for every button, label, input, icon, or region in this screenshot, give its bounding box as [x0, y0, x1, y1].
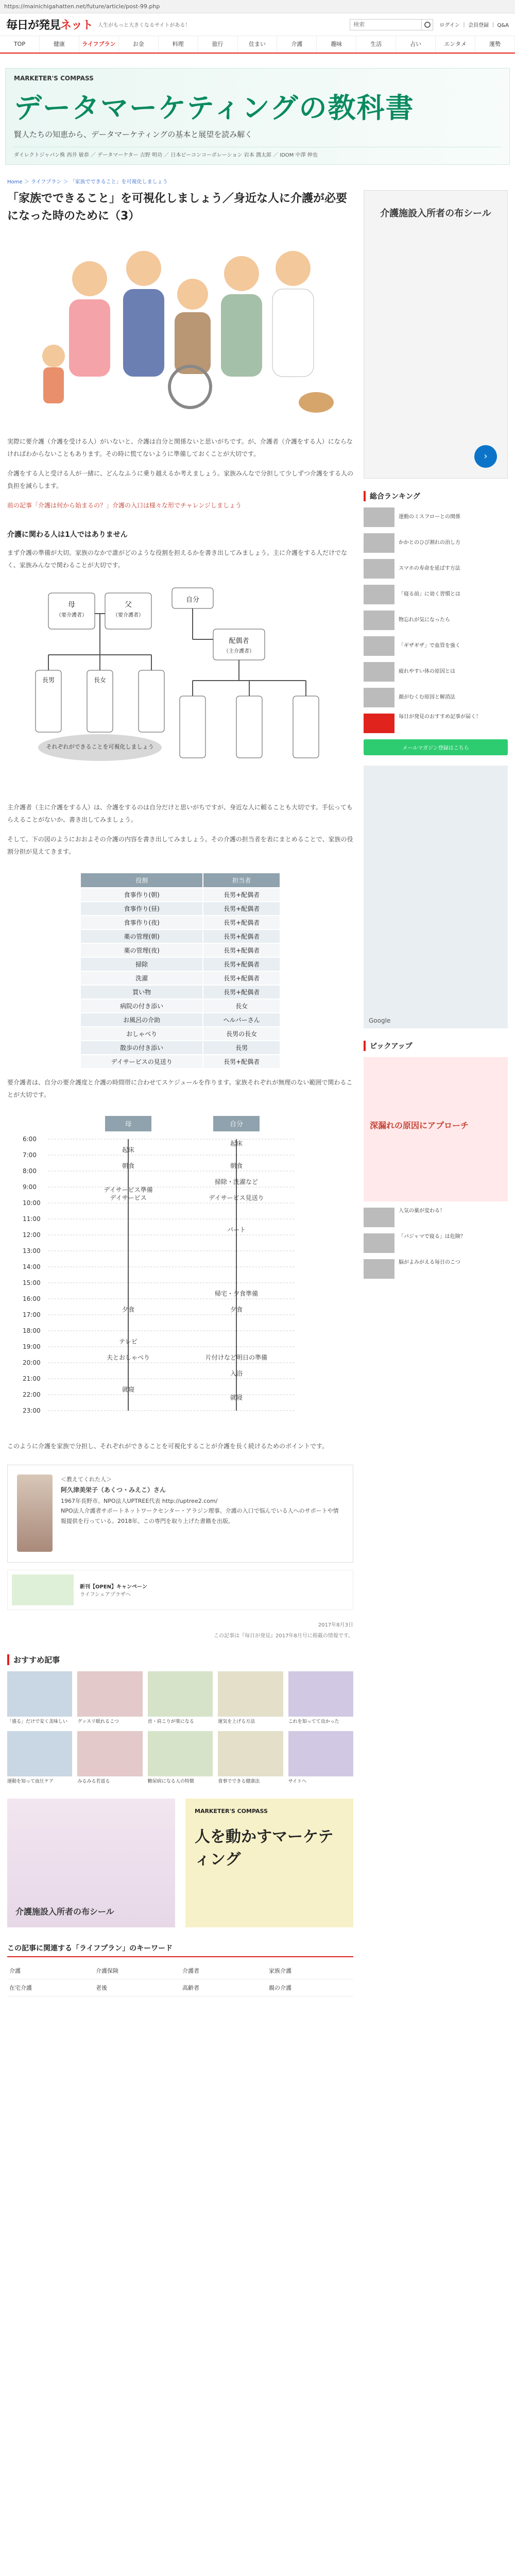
nav-item-fortune[interactable]: 占い — [396, 36, 436, 53]
hour-label: 6:00 — [23, 1136, 37, 1143]
recommend-label: 運動を知って血圧ケア — [7, 1778, 54, 1784]
diagram-brother: 長男 — [42, 676, 55, 684]
recommend-thumbnail — [7, 1671, 72, 1717]
recommend-card[interactable] — [218, 1731, 283, 1786]
ranking-item[interactable] — [364, 611, 508, 630]
ranking-label: 運動のミスフローとの関係 — [399, 514, 460, 520]
care-role-table — [80, 872, 281, 1069]
article-paragraph: 要介護者は、自分の要介護度と介護の時間帯に合わせてスケジュールを作ります。家族それぞれが無理のない範囲で関わることが大切です。 — [7, 1079, 353, 1099]
keyword-title: この記事に関連する「ライフプラン」のキーワード — [7, 1943, 353, 1957]
recommend-label: 首・肩こりが楽になる — [147, 1719, 194, 1725]
recommend-label: 食事でできる健康法 — [218, 1778, 260, 1784]
ranking-item[interactable] — [364, 662, 508, 682]
newsletter-card[interactable] — [364, 714, 508, 733]
table-row — [80, 957, 280, 971]
ranking-label: 「寝る前」に効く習慣とは — [399, 591, 460, 597]
hero-illustration — [7, 232, 353, 428]
keyword-link[interactable]: 高齢者 — [180, 1979, 267, 1996]
assignee-cell: 長男+配偶者 — [203, 985, 280, 999]
assignee-cell: ヘルパーさん — [203, 1013, 280, 1027]
recommend-thumbnail — [288, 1731, 353, 1776]
profile-desc: NPO法人介護者サポートネットワークセンター・アラジン理事。介護の入口で悩んでいる人へのサポートや情報提供を行っている。2018年、この専門を取り上げた書籍を出版。 — [60, 1507, 339, 1525]
keyword-link[interactable]: 親の介護 — [267, 1979, 353, 1996]
pickup-item[interactable] — [364, 1259, 508, 1279]
keyword-link[interactable]: 家族介護 — [267, 1962, 353, 1979]
family-illustration — [7, 232, 353, 428]
map-ad[interactable] — [364, 766, 508, 1028]
ranking-thumbnail — [364, 507, 394, 527]
recommend-label: これを知ってて良かった — [288, 1719, 339, 1725]
mother-event: 就寝 — [122, 1386, 135, 1394]
pickup-label: 脳がよみがえる毎日のこつ — [399, 1260, 460, 1265]
keyword-link[interactable]: 介護保険 — [94, 1962, 180, 1979]
table-row — [80, 1027, 280, 1041]
nav-item-hobby[interactable]: 趣味 — [317, 36, 356, 53]
nav-item-top[interactable]: TOP — [0, 36, 40, 53]
hour-label: 16:00 — [23, 1295, 41, 1303]
recommend-card[interactable] — [218, 1671, 283, 1726]
bottom-ads — [7, 1799, 353, 1927]
diagram-spouse: 配偶者 — [229, 637, 249, 646]
role-cell: 薬の管理(夜) — [80, 943, 203, 957]
mother-event: テレビ — [119, 1338, 138, 1346]
nav-item-care[interactable]: 介護 — [277, 36, 317, 53]
role-cell: 薬の管理(朝) — [80, 929, 203, 943]
role-cell: 掃除 — [80, 957, 203, 971]
assignee-cell: 長男 — [203, 1041, 280, 1055]
hour-label: 18:00 — [23, 1327, 41, 1335]
table-row — [80, 1041, 280, 1055]
table-header: 役割 — [80, 873, 203, 888]
diagram-father-role: （要介護者） — [113, 613, 144, 619]
table-header: 担当者 — [203, 873, 280, 888]
recommend-thumbnail — [288, 1671, 353, 1717]
article-paragraph: まず介護の準備が大切。家族のなかで誰がどのような役割を担えるかを書き出してみましょう。主に介護をする人だけでなく、家族みんなで関わることが大切です。 — [7, 549, 348, 569]
table-row — [80, 971, 280, 985]
hour-label: 22:00 — [23, 1391, 41, 1399]
assignee-cell: 長男+配偶者 — [203, 888, 280, 902]
role-cell: 食事作り(夜) — [80, 916, 203, 929]
mother-event: 夕食 — [122, 1306, 135, 1314]
header-links[interactable]: ログイン ｜ 会員登録 ｜ Q&A — [439, 23, 509, 28]
recommend-label: 「盛る」だけで安く美味しい — [7, 1719, 68, 1725]
diagram-father: 父 — [125, 601, 132, 609]
self-event: パート — [227, 1226, 246, 1234]
assignee-cell: 長男の長女 — [203, 1027, 280, 1041]
newsletter-thumb — [364, 714, 394, 733]
bottom-ad-brand: MARKETER'S COMPASS — [195, 1808, 268, 1815]
nav-item-housing[interactable]: 住まい — [238, 36, 278, 53]
table-row — [80, 943, 280, 957]
ranking-label: 物忘れが気になったら — [399, 617, 450, 623]
sidebar-ad-title: 介護施設入所者の布シール — [380, 208, 491, 219]
role-cell: 散歩の付き添い — [80, 1041, 203, 1055]
mother-event: 起床 — [122, 1146, 135, 1154]
ranking-label: 疲れやすい体の原因とは — [399, 669, 455, 674]
small-ad-sub: ライフシェアプラザへ — [80, 1592, 131, 1598]
role-cell: おしゃべり — [80, 1027, 203, 1041]
google-label: Google — [369, 1017, 391, 1024]
schedule-timeline — [7, 1113, 353, 1433]
keyword-link[interactable]: 在宅介護 — [7, 1979, 94, 1996]
pickup-caption: 深漏れの原因にアプローチ — [370, 1121, 469, 1130]
ranking-item[interactable] — [364, 585, 508, 604]
browser-url: https://mainichigahatten.net/future/article/post-99.php — [4, 3, 160, 10]
article-title: 「家族でできること」を可視化しましょう／身近な人に介護が必要になった時のために（3） — [7, 192, 348, 223]
site-tagline: 人生がもっと大きくなるサイトがある！ — [98, 23, 191, 28]
recommend-card[interactable] — [148, 1731, 213, 1786]
nav-item-lifeplan[interactable]: ライフプラン — [79, 36, 119, 53]
keyword-grid — [7, 1962, 353, 1996]
ranking-thumbnail — [364, 585, 394, 604]
self-event: 掃除・洗濯など — [214, 1178, 259, 1186]
diagram-spouse-role: （主介護者） — [224, 649, 254, 655]
pickup-thumbnail — [364, 1259, 394, 1279]
table-row — [80, 999, 280, 1013]
nav-item-money[interactable]: お金 — [119, 36, 159, 53]
self-event: 帰宅・夕食準備 — [214, 1290, 259, 1298]
assignee-cell: 長男+配偶者 — [203, 943, 280, 957]
author-photo — [17, 1475, 53, 1552]
search-box — [350, 19, 433, 30]
hour-label: 8:00 — [23, 1167, 37, 1175]
hour-label: 13:00 — [23, 1247, 41, 1255]
newsletter-text: 毎日が発見のおすすめ記事が届く！ — [399, 714, 482, 720]
recommend-card[interactable] — [7, 1731, 72, 1786]
bottom-ad-care-title: 介護施設入所者の布シール — [15, 1907, 114, 1917]
hour-label: 20:00 — [23, 1359, 41, 1367]
ranking-item[interactable] — [364, 533, 508, 553]
banner-brand: MARKETER'S COMPASS — [14, 75, 94, 82]
ranking-label: かかとのひび割れの治し方 — [399, 540, 460, 546]
sidebar-ad[interactable] — [364, 190, 508, 479]
recommend-label: 糖尿病になる人の特徴 — [147, 1778, 194, 1784]
self-event: 起床 — [230, 1140, 243, 1147]
col-header-self-label: 自分 — [229, 1121, 244, 1129]
section-heading: 介護に関わる人は1人ではありません — [7, 531, 128, 539]
recommend-card[interactable] — [148, 1671, 213, 1726]
pickup-label: 「パジャマで寝る」は危険？ — [399, 1234, 466, 1240]
self-event: 片付けなど明日の準備 — [205, 1354, 268, 1362]
recommend-label: グッスリ眠れるこつ — [77, 1719, 119, 1725]
article-date: 2017年8月3日 — [318, 1622, 353, 1629]
keyword-link[interactable]: 介護 — [7, 1962, 94, 1979]
pickup-thumbnail — [364, 1208, 394, 1227]
role-cell: 食事作り(昼) — [80, 902, 203, 916]
diagram-mother-role: （要介護者） — [56, 613, 87, 619]
search-input[interactable] — [350, 19, 422, 30]
logo-accent: ネット — [60, 19, 93, 32]
table-row — [80, 916, 280, 929]
diagram-mother: 母 — [68, 601, 75, 609]
nav-item-cooking[interactable]: 料理 — [159, 36, 198, 53]
diagram-self: 自分 — [185, 596, 199, 604]
keyword-link[interactable]: 老後 — [94, 1979, 180, 1996]
hour-label: 12:00 — [23, 1231, 41, 1239]
recommend-thumbnail — [77, 1731, 142, 1776]
recommend-grid — [7, 1671, 353, 1785]
pickup-thumbnail — [364, 1233, 394, 1253]
table-row — [80, 929, 280, 943]
recommend-label: みるみる若返る — [77, 1778, 110, 1784]
ranking-thumbnail — [364, 559, 394, 579]
pickup-banner[interactable] — [364, 1057, 508, 1201]
table-row — [80, 888, 280, 902]
author-profile — [7, 1465, 353, 1563]
pickup-item[interactable] — [364, 1208, 508, 1227]
article-paragraph: このように介護を家族で分担し、それぞれができることを可視化することが介護を長く続けるためのポイントです。 — [7, 1443, 329, 1450]
assignee-cell: 長男+配偶者 — [203, 1055, 280, 1069]
recommend-label: サイトへ — [288, 1778, 306, 1784]
role-cell: お風呂の介助 — [80, 1013, 203, 1027]
ranking-title: 総合ランキング — [364, 491, 508, 501]
article-paragraph: 介護をする人と受ける人が一緒に、どんなふうに乗り越えるか考えましょう。家族みんなで分担して少しずつ介護をする人の負担を減らします。 — [7, 470, 354, 490]
hour-label: 10:00 — [23, 1199, 41, 1207]
logo-main: 毎日が発見 — [6, 19, 61, 32]
timeline-svg — [7, 1113, 353, 1433]
assignee-cell: 長男+配偶者 — [203, 916, 280, 929]
assignee-cell: 長男+配偶者 — [203, 902, 280, 916]
mother-event: 朝食 — [122, 1162, 135, 1170]
ranking-label: スマホの寿命を延ばす方法 — [399, 566, 460, 571]
article-paragraph: 主介護者（主に介護をする人）は、介護をするのは自分だけと思いがちですが、身近な人に頼ることも大切です。手伝ってもらえることがないか、書き出してみましょう。 — [7, 804, 353, 824]
assignee-cell: 長男+配偶者 — [203, 957, 280, 971]
nav-item-luck[interactable]: 運勢 — [475, 36, 515, 53]
ranking-list — [364, 507, 508, 707]
table-row — [80, 1055, 280, 1069]
hour-label: 23:00 — [23, 1407, 41, 1415]
top-banner-ad[interactable] — [5, 68, 510, 165]
pickup-title: ピックアップ — [364, 1041, 508, 1051]
article-paragraph: 実際に要介護（介護を受ける人）がいないと、介護は自分と関係ないと思いがちです。が、介護者（介護をする人）にならなければわからないこともあります。その時に慌てないように準備しておくことが大切です。 — [7, 438, 353, 458]
role-cell: 洗濯 — [80, 971, 203, 985]
ranking-item[interactable] — [364, 559, 508, 579]
hour-label: 14:00 — [23, 1263, 41, 1271]
self-event: 夕食 — [230, 1306, 243, 1314]
self-event: 朝食 — [230, 1162, 243, 1170]
diagram-sister: 長女 — [93, 676, 106, 684]
site-header — [0, 13, 515, 36]
article-paragraph: そして、下の図のようにおおよその介護の内容を書き出してみましょう。その介護の担当者を表にまとめることで、家族の役割分担が見えてきます。 — [7, 836, 353, 856]
ranking-item[interactable] — [364, 507, 508, 527]
site-logo[interactable] — [6, 16, 93, 32]
recommend-thumbnail — [7, 1731, 72, 1776]
bottom-ad-marketer-title: 人を動かすマーケティング — [195, 1828, 334, 1869]
role-cell: デイサービスの見送り — [80, 1055, 203, 1069]
previous-article-link[interactable]: 前の記事「介護は何から始まるの？」介護の入口は様々な形でチャレンジしましょう — [7, 502, 242, 510]
banner-title: データマーケティングの教科書 — [14, 92, 415, 124]
recommend-thumbnail — [218, 1671, 283, 1717]
ranking-item[interactable] — [364, 688, 508, 707]
hour-label: 9:00 — [23, 1183, 37, 1191]
table-row — [80, 902, 280, 916]
hour-label: 17:00 — [23, 1311, 41, 1319]
recommend-thumbnail — [77, 1671, 142, 1717]
profile-heading: ＜教えてくれた人＞ — [60, 1476, 112, 1483]
profile-bio[interactable]: 1967年長野市。NPO法人UPTREE代表 http://uptree2.com/ — [60, 1497, 218, 1504]
article-source: この記事は『毎日が発見』2017年8月号に掲載の情報です。 — [213, 1633, 353, 1639]
ranking-item[interactable] — [364, 636, 508, 656]
pickup-list — [364, 1208, 508, 1279]
nav-item-life[interactable]: 生活 — [356, 36, 396, 53]
pickup-label: 人気の薬が変わる！ — [399, 1208, 445, 1214]
nav-item-travel[interactable]: 旅行 — [198, 36, 238, 53]
hour-label: 7:00 — [23, 1151, 37, 1159]
recommend-thumbnail — [148, 1671, 213, 1717]
hour-label: 15:00 — [23, 1279, 41, 1287]
ranking-thumbnail — [364, 533, 394, 553]
recommend-label: 運気を上げる方法 — [218, 1719, 255, 1725]
recommend-card[interactable] — [288, 1731, 353, 1786]
small-ad[interactable] — [7, 1570, 353, 1610]
mother-event: 夫とおしゃべり — [106, 1354, 150, 1362]
nav-item-entertainment[interactable]: エンタメ — [436, 36, 475, 53]
assignee-cell: 長男+配偶者 — [203, 971, 280, 985]
role-cell: 病院の付き添い — [80, 999, 203, 1013]
assignee-cell: 長女 — [203, 999, 280, 1013]
sidebar — [364, 190, 508, 1996]
ranking-label: 「ギザギザ」で血管を強く — [399, 643, 460, 649]
hour-label: 11:00 — [23, 1215, 41, 1223]
role-cell: 買い物 — [80, 985, 203, 999]
ranking-thumbnail — [364, 636, 394, 656]
table-row — [80, 985, 280, 999]
family-diagram-lines — [7, 578, 353, 794]
recommend-thumbnail — [218, 1731, 283, 1776]
hour-label: 21:00 — [23, 1375, 41, 1383]
banner-subtitle: 賢人たちの知恵から、データマーケティングの基本と展望を読み解く — [14, 130, 253, 139]
ranking-thumbnail — [364, 688, 394, 707]
recommend-card[interactable] — [288, 1671, 353, 1726]
main-nav — [0, 36, 515, 54]
article-main — [7, 190, 353, 1996]
recommend-card[interactable] — [7, 1671, 72, 1726]
ranking-thumbnail — [364, 611, 394, 630]
newsletter-button[interactable]: メールマガジン登録はこちら — [364, 739, 508, 755]
recommend-thumbnail — [148, 1731, 213, 1776]
table-row — [80, 1013, 280, 1027]
self-event: デイサービス見送り — [209, 1194, 264, 1202]
diagram-note: それぞれができることを可視化しましょう — [46, 743, 154, 751]
mother-event: デイサービス準備 — [104, 1186, 153, 1194]
bottom-ad-care[interactable] — [7, 1799, 175, 1927]
small-ad-title: 新刊【OPEN】キャンペーン — [80, 1584, 147, 1590]
banner-people: ダイレクトジャパン株 西井 敏恭 ／ データマーケター 吉野 明功 ／ 日本ビーコンコーポレーション 岩本 潤太郎 ／ IDOM 中澤 伸也 — [14, 147, 501, 158]
nav-item-health[interactable]: 健康 — [40, 36, 79, 53]
self-event: 入浴 — [230, 1370, 243, 1378]
recommend-card[interactable] — [77, 1731, 142, 1786]
recommend-card[interactable] — [77, 1671, 142, 1726]
mother-event: デイサービス — [110, 1194, 147, 1202]
ranking-thumbnail — [364, 662, 394, 682]
browser-url-bar[interactable] — [0, 0, 515, 13]
breadcrumb[interactable]: Home ＞ ライフプラン ＞ 「家族でできること」を可視化しましょう — [7, 179, 168, 185]
role-cell: 食事作り(朝) — [80, 888, 203, 902]
hour-label: 19:00 — [23, 1343, 41, 1351]
content-wrap — [0, 190, 515, 1996]
profile-name: 阿久津美栄子（あくつ・みえこ）さん — [60, 1486, 166, 1494]
ranking-label: 顔がむくむ原因と解消法 — [399, 694, 455, 700]
recommend-title: おすすめ記事 — [7, 1654, 353, 1665]
bottom-ad-marketer[interactable] — [185, 1799, 353, 1927]
assignee-cell: 長男+配偶者 — [203, 929, 280, 943]
col-header-mother-label: 母 — [125, 1121, 132, 1129]
search-icon[interactable] — [422, 19, 433, 30]
pickup-item[interactable] — [364, 1233, 508, 1253]
keyword-link[interactable]: 介護者 — [180, 1962, 267, 1979]
self-event: 就寝 — [230, 1394, 243, 1401]
chevron-right-icon[interactable]: › — [474, 445, 497, 468]
family-diagram — [7, 578, 353, 794]
